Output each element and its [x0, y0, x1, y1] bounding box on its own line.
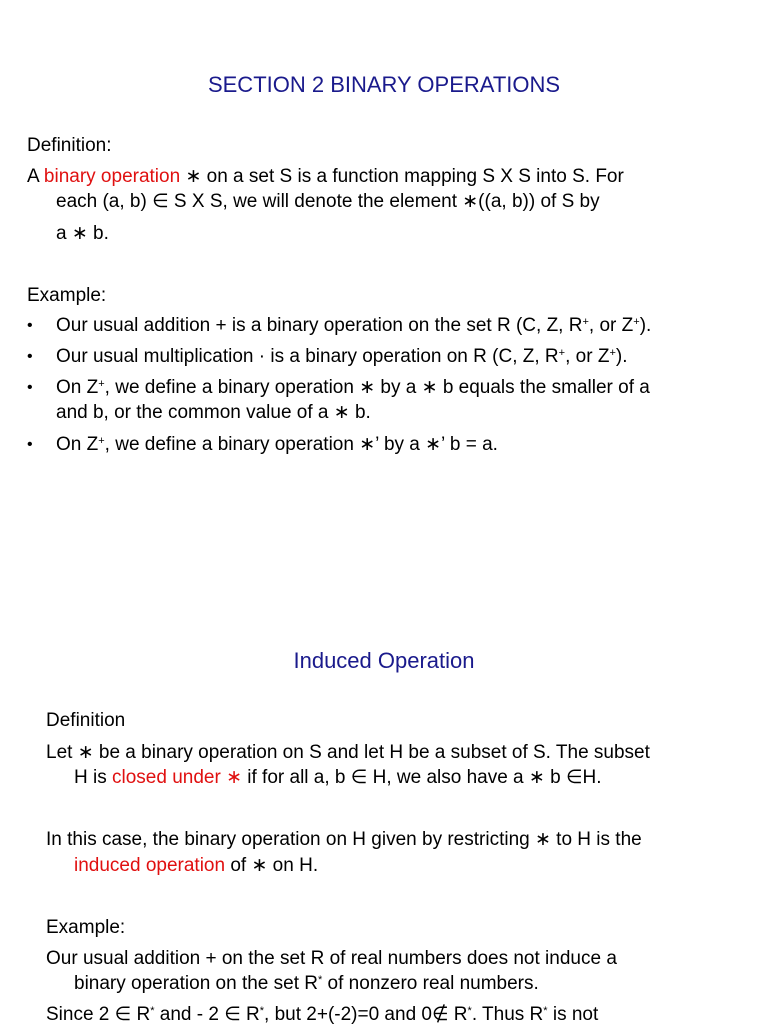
- example-item-1: Our usual addition + is a binary operation on the set R (C, Z, R+, or Z+).: [56, 315, 652, 336]
- bullet-1: •: [27, 317, 33, 334]
- induced-def-line-1: Let ∗ be a binary operation on S and let H be a subset of S. The subset: [46, 742, 650, 763]
- example-item-2: Our usual multiplication · is a binary operation on R (C, Z, R+, or Z+).: [56, 346, 628, 367]
- term-binary-operation: binary operation: [43, 166, 181, 187]
- example-item-4: On Z+, we define a binary operation ∗’ by a ∗’ b = a.: [56, 434, 498, 455]
- induced-operation-title: Induced Operation: [293, 648, 475, 673]
- example-item-3: On Z+, we define a binary operation ∗ by a ∗ b equals the smaller of a: [56, 377, 650, 398]
- definition-label-2: Definition: [46, 710, 126, 731]
- case-line-2: induced operation of ∗ on H.: [74, 855, 319, 876]
- bullet-3: •: [27, 379, 33, 396]
- example-label-2: Example:: [46, 917, 126, 938]
- bullet-4: •: [27, 436, 33, 453]
- induced-example-line-3: Since 2 ∈ R* and - 2 ∈ R*, but 2+(-2)=0 and 0∉ R*. Thus R* is not: [46, 1004, 599, 1025]
- bullet-2: •: [27, 348, 33, 365]
- definition-line-1: A binary operation ∗ on a set S is a function mapping S X S into S. For: [27, 166, 624, 187]
- example-label: Example:: [27, 285, 107, 306]
- term-closed-under: closed under ∗: [112, 767, 242, 788]
- example-item-3-cont: and b, or the common value of a ∗ b.: [56, 402, 371, 423]
- induced-example-line-1: Our usual addition + on the set R of real numbers does not induce a: [46, 948, 617, 969]
- definition-label: Definition:: [27, 135, 112, 156]
- definition-line-2: each (a, b) ∈ S X S, we will denote the element ∗((a, b)) of S by: [56, 191, 600, 212]
- induced-def-line-2: H is closed under ∗ if for all a, b ∈ H, we also have a ∗ b ∈H.: [74, 767, 602, 788]
- section-title: SECTION 2 BINARY OPERATIONS: [207, 72, 561, 97]
- case-line-1: In this case, the binary operation on H given by restricting ∗ to H is the: [46, 829, 642, 850]
- induced-example-line-2: binary operation on the set R* of nonzero real numbers.: [74, 973, 539, 994]
- definition-line-3: a ∗ b.: [56, 223, 109, 244]
- term-induced-operation: induced operation: [74, 855, 226, 876]
